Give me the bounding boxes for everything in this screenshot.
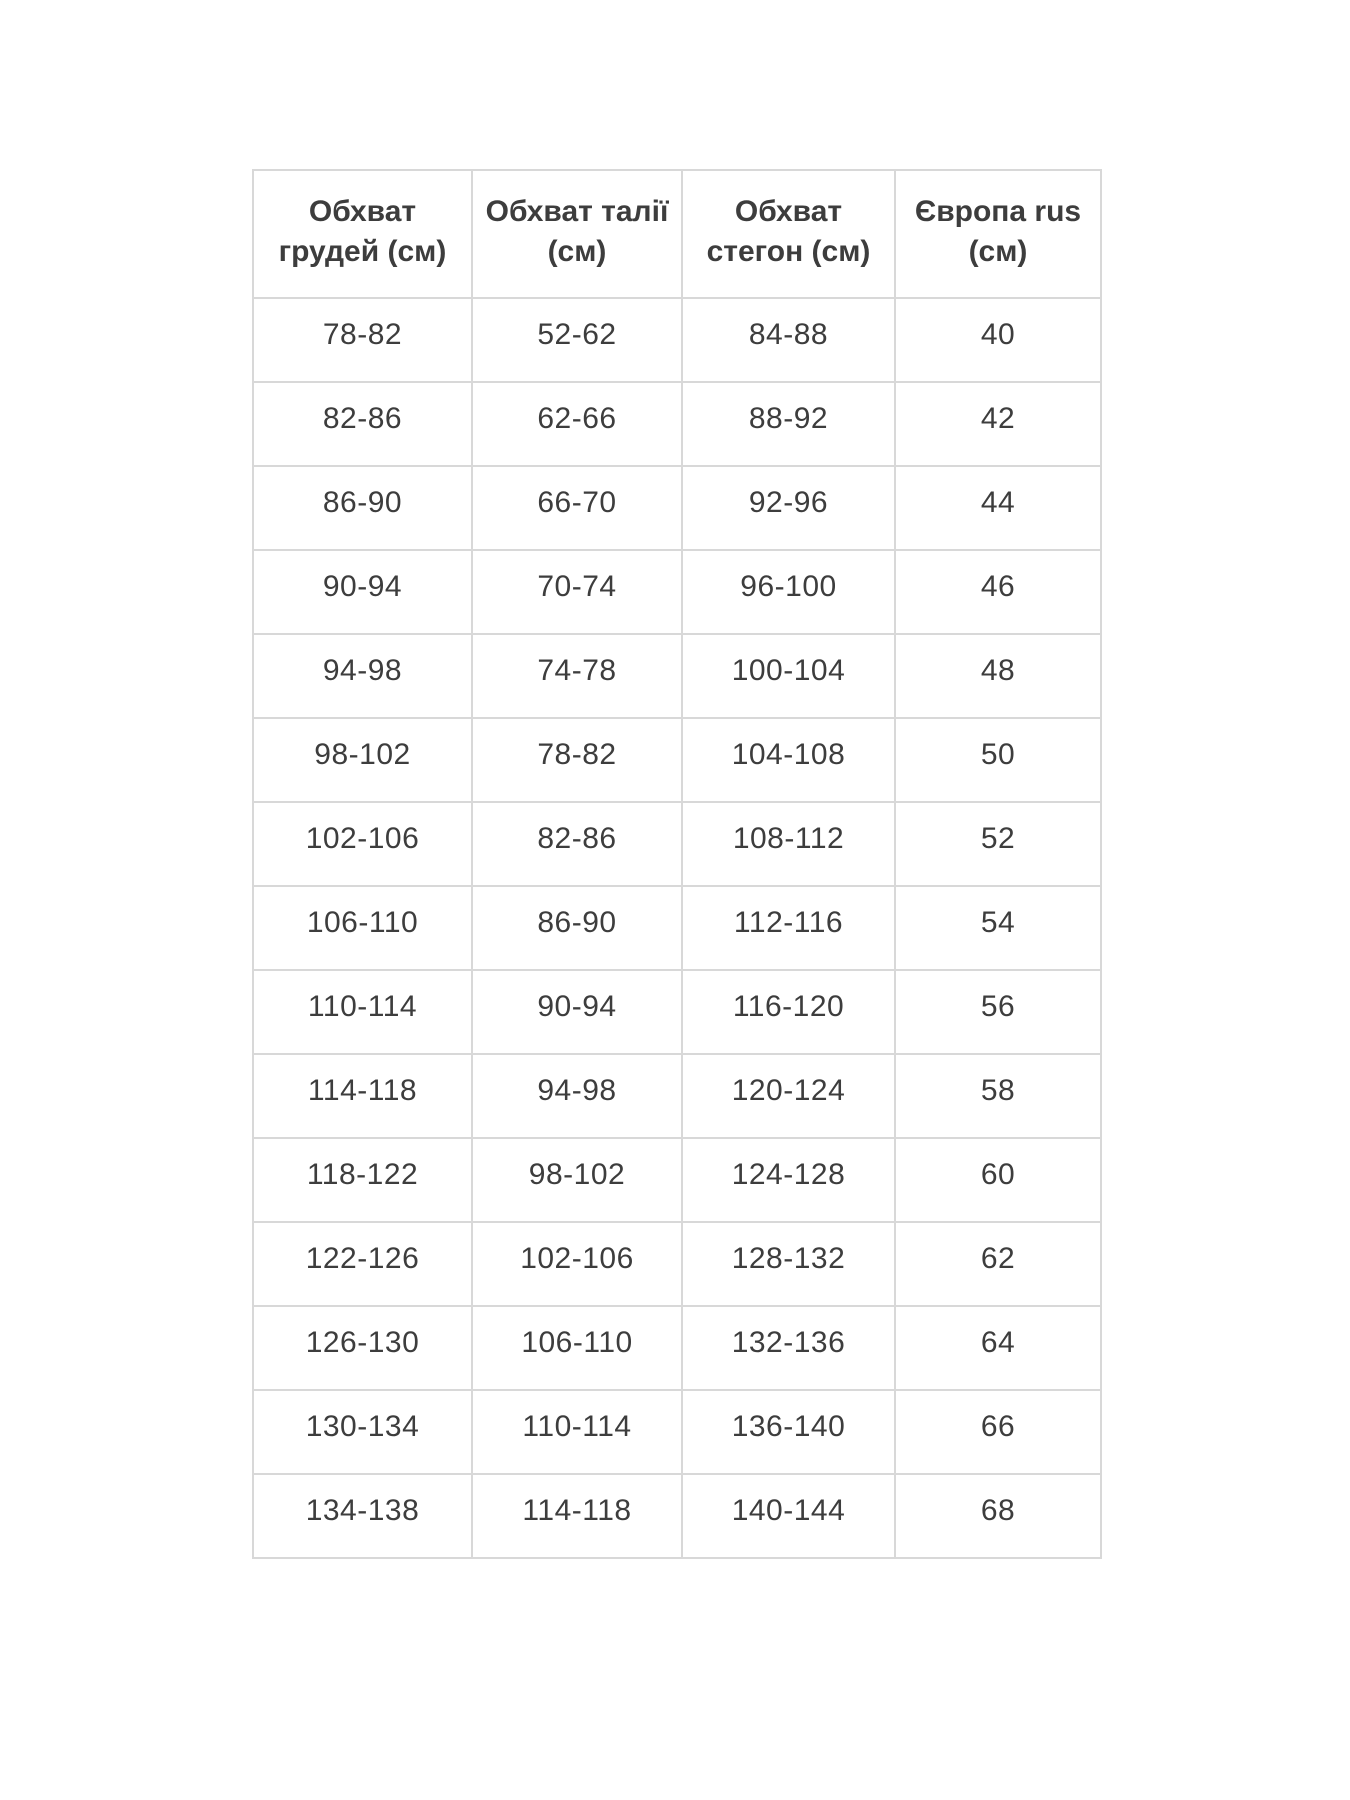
table-header — [253, 170, 1101, 298]
table-cell: 54 — [895, 886, 1101, 970]
table-cell: 106-110 — [253, 886, 472, 970]
table-cell: 128-132 — [682, 1222, 895, 1306]
table-cell: 78-82 — [472, 718, 682, 802]
table-cell: 66-70 — [472, 466, 682, 550]
table-cell: 96-100 — [682, 550, 895, 634]
table-cell: 112-116 — [682, 886, 895, 970]
table-cell: 90-94 — [253, 550, 472, 634]
table-cell: 102-106 — [253, 802, 472, 886]
table-cell: 122-126 — [253, 1222, 472, 1306]
table-cell: 124-128 — [682, 1138, 895, 1222]
table-cell: 104-108 — [682, 718, 895, 802]
table-cell: 52 — [895, 802, 1101, 886]
table-cell: 102-106 — [472, 1222, 682, 1306]
table-cell: 108-112 — [682, 802, 895, 886]
table-cell: 130-134 — [253, 1390, 472, 1474]
table-row — [253, 550, 1101, 634]
table-cell: 64 — [895, 1306, 1101, 1390]
table-cell: 88-92 — [682, 382, 895, 466]
table-row — [253, 970, 1101, 1054]
header-row — [253, 170, 1101, 298]
column-header-waist: Обхват талії (см) — [472, 170, 682, 298]
table-cell: 90-94 — [472, 970, 682, 1054]
table-row — [253, 1474, 1101, 1558]
table-row — [253, 718, 1101, 802]
table-cell: 134-138 — [253, 1474, 472, 1558]
table-cell: 94-98 — [472, 1054, 682, 1138]
table-row — [253, 382, 1101, 466]
table-cell: 82-86 — [253, 382, 472, 466]
table-cell: 98-102 — [472, 1138, 682, 1222]
table-row — [253, 886, 1101, 970]
table-cell: 78-82 — [253, 298, 472, 382]
table-cell: 114-118 — [472, 1474, 682, 1558]
table-cell: 100-104 — [682, 634, 895, 718]
table-cell: 132-136 — [682, 1306, 895, 1390]
table-cell: 44 — [895, 466, 1101, 550]
table-row — [253, 802, 1101, 886]
column-header-chest: Обхват грудей (см) — [253, 170, 472, 298]
table-row — [253, 1138, 1101, 1222]
table-cell: 60 — [895, 1138, 1101, 1222]
table-cell: 136-140 — [682, 1390, 895, 1474]
table-cell: 84-88 — [682, 298, 895, 382]
table-row — [253, 1054, 1101, 1138]
table-cell: 62 — [895, 1222, 1101, 1306]
table-cell: 118-122 — [253, 1138, 472, 1222]
table-cell: 82-86 — [472, 802, 682, 886]
table-row — [253, 466, 1101, 550]
table-cell: 98-102 — [253, 718, 472, 802]
table-row — [253, 1390, 1101, 1474]
table-cell: 48 — [895, 634, 1101, 718]
table-cell: 92-96 — [682, 466, 895, 550]
table-cell: 74-78 — [472, 634, 682, 718]
table-cell: 94-98 — [253, 634, 472, 718]
table-cell: 110-114 — [472, 1390, 682, 1474]
table-cell: 66 — [895, 1390, 1101, 1474]
table-row — [253, 634, 1101, 718]
column-header-europe: Європа rus (см) — [895, 170, 1101, 298]
table-cell: 86-90 — [253, 466, 472, 550]
table-cell: 56 — [895, 970, 1101, 1054]
table-cell: 52-62 — [472, 298, 682, 382]
table-cell: 40 — [895, 298, 1101, 382]
table-cell: 116-120 — [682, 970, 895, 1054]
table-row — [253, 298, 1101, 382]
column-header-hips: Обхват стегон (см) — [682, 170, 895, 298]
table-cell: 50 — [895, 718, 1101, 802]
table-row — [253, 1222, 1101, 1306]
table-row — [253, 1306, 1101, 1390]
table-cell: 86-90 — [472, 886, 682, 970]
table-cell: 68 — [895, 1474, 1101, 1558]
table-cell: 110-114 — [253, 970, 472, 1054]
table-cell: 120-124 — [682, 1054, 895, 1138]
table-cell: 70-74 — [472, 550, 682, 634]
size-chart-table — [252, 169, 1102, 1559]
table-cell: 58 — [895, 1054, 1101, 1138]
table-cell: 140-144 — [682, 1474, 895, 1558]
table-cell: 114-118 — [253, 1054, 472, 1138]
table-cell: 106-110 — [472, 1306, 682, 1390]
table-body — [253, 298, 1101, 1558]
table-cell: 42 — [895, 382, 1101, 466]
table-cell: 46 — [895, 550, 1101, 634]
table-cell: 62-66 — [472, 382, 682, 466]
table-cell: 126-130 — [253, 1306, 472, 1390]
